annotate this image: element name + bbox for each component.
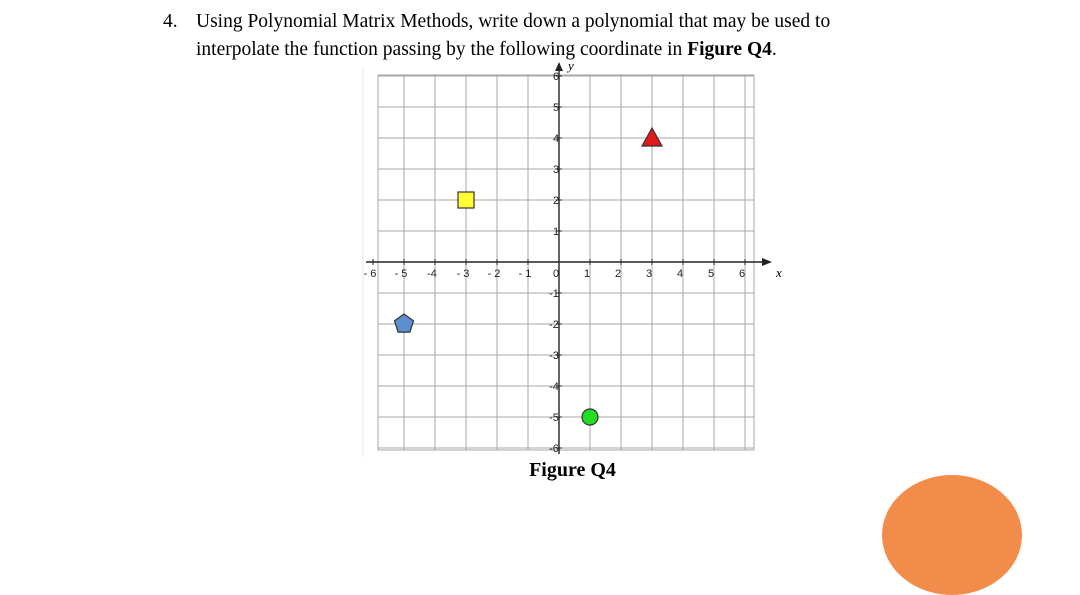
- y-tick-label: -6: [549, 443, 559, 455]
- x-tick-label: 3: [645, 268, 653, 280]
- x-tick-label: 0: [552, 268, 560, 280]
- y-tick-label: -3: [549, 350, 559, 362]
- question-line-1: Using Polynomial Matrix Methods, write down a polynomial that may be used to: [196, 11, 831, 32]
- x-tick-label: - 3: [456, 268, 470, 280]
- y-tick-label: 4: [552, 133, 560, 145]
- question-line-2-suffix: .: [771, 39, 777, 60]
- question-line-2-prefix: interpolate the function passing by the following coordinate in: [196, 39, 688, 60]
- x-tick-label: 4: [676, 268, 684, 280]
- y-tick-label: 3: [552, 164, 560, 176]
- y-tick-label: -4: [549, 381, 559, 393]
- x-tick-label: 2: [614, 268, 622, 280]
- data-point-square: [458, 192, 474, 208]
- x-axis-arrow-icon: [762, 258, 772, 266]
- x-tick-label: - 5: [394, 268, 408, 280]
- question-text: [196, 8, 1043, 64]
- x-tick-label: 5: [707, 268, 715, 280]
- data-point-pentagon: [395, 314, 414, 332]
- x-tick-label: 6: [738, 268, 746, 280]
- y-tick-label: -1: [549, 288, 559, 300]
- data-point-circle: [582, 409, 598, 425]
- x-tick-label: - 1: [518, 268, 532, 280]
- y-tick-label: -2: [549, 319, 559, 331]
- coordinate-figure: [362, 62, 782, 460]
- figure-reference: Figure Q4: [687, 39, 772, 60]
- y-tick-label: 1: [552, 226, 560, 238]
- y-axis-label: y: [568, 62, 574, 73]
- y-tick-label: 2: [552, 195, 560, 207]
- x-tick-label: 1: [583, 268, 591, 280]
- question-number: 4.: [163, 11, 178, 32]
- orange-circle-badge: [882, 475, 1022, 595]
- data-point-triangle: [642, 128, 662, 146]
- figure-caption: Figure Q4: [529, 459, 616, 481]
- question: [163, 8, 1043, 64]
- x-tick-label: - 6: [363, 268, 377, 280]
- y-tick-label: 5: [552, 102, 560, 114]
- x-tick-label: -4: [427, 268, 437, 280]
- y-tick-label: 6: [552, 71, 560, 83]
- x-axis-label: x: [776, 265, 782, 280]
- coordinate-plane: [362, 62, 782, 460]
- y-tick-label: -5: [549, 412, 559, 424]
- y-axis-arrow-icon: [555, 62, 563, 71]
- x-tick-label: - 2: [487, 268, 501, 280]
